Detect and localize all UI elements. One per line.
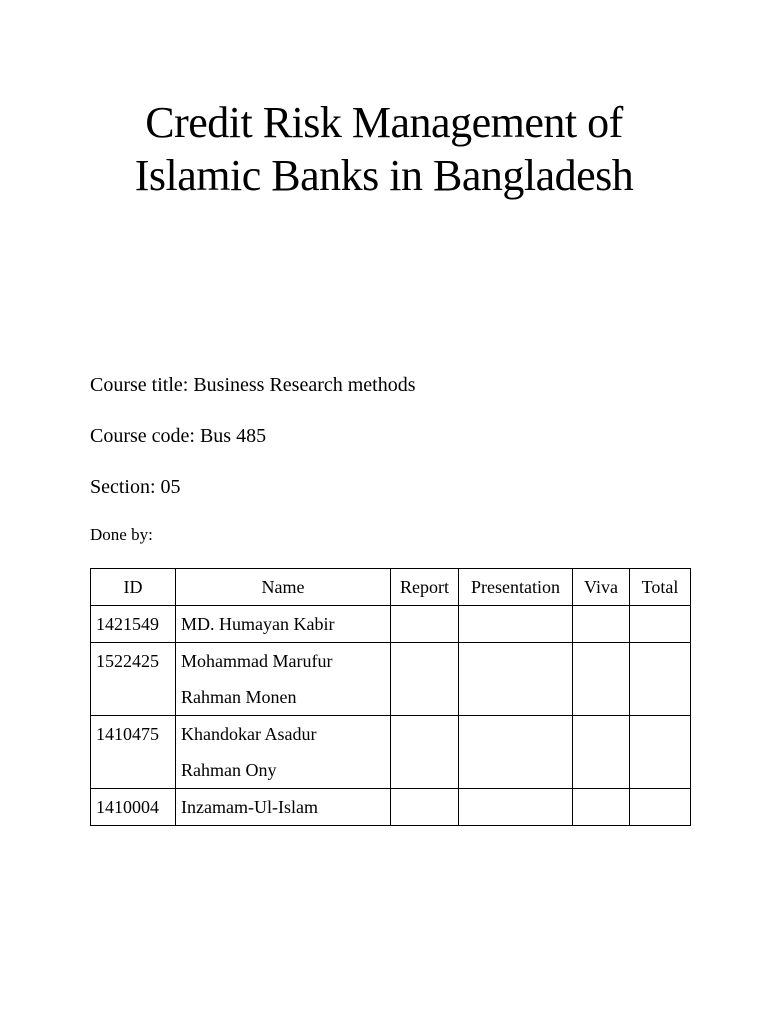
header-name: Name xyxy=(176,569,391,606)
name-line: Inzamam-Ul-Islam xyxy=(181,797,318,817)
name-line: Mohammad Marufur xyxy=(181,651,333,671)
cell-viva xyxy=(573,789,630,826)
table-row xyxy=(91,643,691,716)
cell-id: 1421549 xyxy=(91,606,176,643)
cell-presentation xyxy=(459,789,573,826)
section: Section: 05 xyxy=(90,476,181,498)
name-line: Khandokar Asadur xyxy=(181,724,317,744)
cell-name xyxy=(176,606,391,643)
header-presentation: Presentation xyxy=(459,569,573,606)
cell-report xyxy=(391,716,459,789)
course-code: Course code: Bus 485 xyxy=(90,425,267,447)
cell-report xyxy=(391,789,459,826)
table-header-row xyxy=(91,569,691,606)
cell-viva xyxy=(573,716,630,789)
cell-viva xyxy=(573,643,630,716)
name-line: MD. Humayan Kabir xyxy=(181,614,335,634)
cell-name xyxy=(176,643,391,716)
course-title: Course title: Business Research methods xyxy=(90,374,416,396)
done-by-label: Done by: xyxy=(90,525,153,544)
name-line: Rahman Ony xyxy=(181,760,277,780)
cell-name xyxy=(176,716,391,789)
table-row xyxy=(91,606,691,643)
cell-viva xyxy=(573,606,630,643)
name-line: Rahman Monen xyxy=(181,687,297,707)
table-row xyxy=(91,716,691,789)
header-total: Total xyxy=(630,569,691,606)
cell-name xyxy=(176,789,391,826)
cell-id: 1410004 xyxy=(91,789,176,826)
cell-presentation xyxy=(459,716,573,789)
cell-report xyxy=(391,606,459,643)
document-title xyxy=(0,96,768,202)
header-id: ID xyxy=(91,569,176,606)
cell-total xyxy=(630,789,691,826)
cell-presentation xyxy=(459,643,573,716)
cell-id: 1522425 xyxy=(91,643,176,716)
cell-total xyxy=(630,643,691,716)
cell-total xyxy=(630,716,691,789)
cell-id: 1410475 xyxy=(91,716,176,789)
header-viva: Viva xyxy=(573,569,630,606)
cell-presentation xyxy=(459,606,573,643)
cell-total xyxy=(630,606,691,643)
title-line-2: Islamic Banks in Bangladesh xyxy=(134,151,634,200)
table-row xyxy=(91,789,691,826)
title-line-1: Credit Risk Management of xyxy=(145,98,623,147)
cell-report xyxy=(391,643,459,716)
header-report: Report xyxy=(391,569,459,606)
members-table xyxy=(90,568,691,826)
